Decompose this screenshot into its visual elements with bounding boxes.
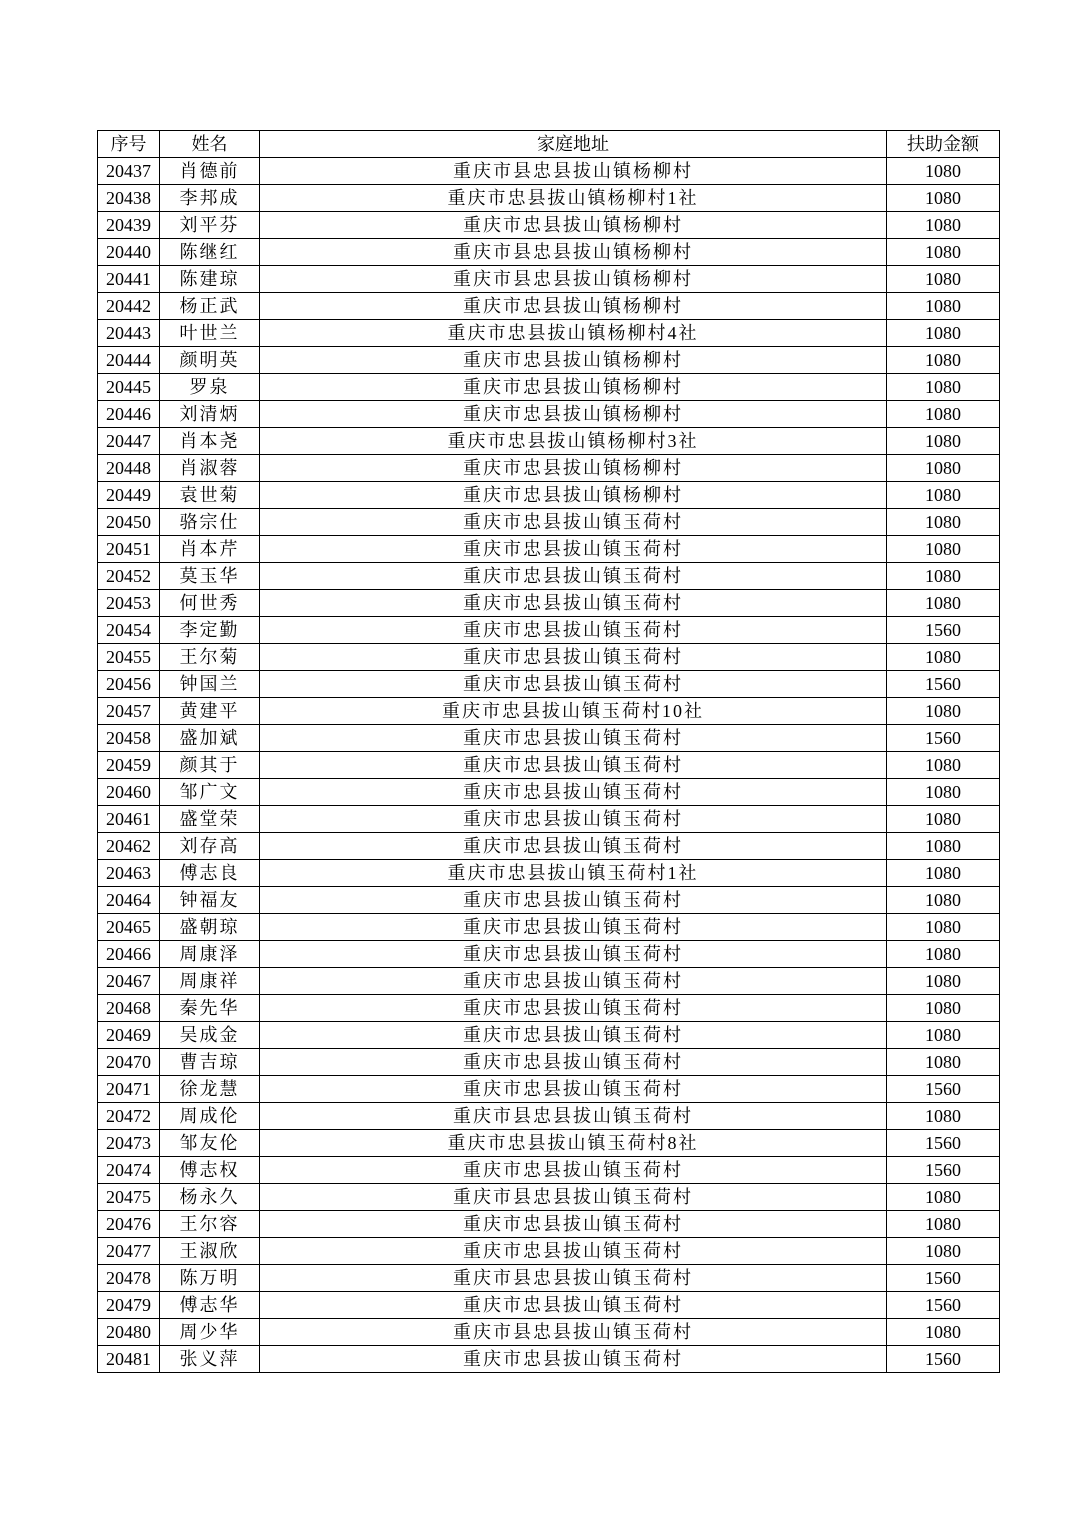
cell-address: 重庆市忠县拔山镇杨柳村 <box>260 212 887 239</box>
cell-name: 肖淑蓉 <box>160 455 260 482</box>
cell-seq: 20448 <box>98 455 160 482</box>
table-row <box>98 617 1000 644</box>
cell-address: 重庆市忠县拔山镇玉荷村 <box>260 1211 887 1238</box>
cell-seq: 20458 <box>98 725 160 752</box>
cell-amount: 1080 <box>887 1319 1000 1346</box>
cell-amount: 1560 <box>887 1076 1000 1103</box>
table-row <box>98 725 1000 752</box>
cell-address: 重庆市县忠县拔山镇玉荷村 <box>260 1184 887 1211</box>
cell-address: 重庆市忠县拔山镇玉荷村 <box>260 806 887 833</box>
cell-amount: 1080 <box>887 239 1000 266</box>
cell-seq: 20445 <box>98 374 160 401</box>
cell-seq: 20457 <box>98 698 160 725</box>
table-row <box>98 806 1000 833</box>
cell-amount: 1080 <box>887 1022 1000 1049</box>
cell-amount: 1560 <box>887 1265 1000 1292</box>
header-name: 姓名 <box>160 131 260 158</box>
cell-address: 重庆市忠县拔山镇杨柳村3社 <box>260 428 887 455</box>
cell-name: 杨正武 <box>160 293 260 320</box>
table-row <box>98 995 1000 1022</box>
cell-amount: 1080 <box>887 455 1000 482</box>
cell-seq: 20468 <box>98 995 160 1022</box>
cell-amount: 1080 <box>887 320 1000 347</box>
header-address: 家庭地址 <box>260 131 887 158</box>
table-row <box>98 536 1000 563</box>
table-row <box>98 293 1000 320</box>
cell-amount: 1080 <box>887 185 1000 212</box>
cell-address: 重庆市忠县拔山镇杨柳村 <box>260 293 887 320</box>
table-row <box>98 1265 1000 1292</box>
cell-amount: 1080 <box>887 1049 1000 1076</box>
cell-address: 重庆市忠县拔山镇玉荷村 <box>260 617 887 644</box>
cell-address: 重庆市忠县拔山镇玉荷村 <box>260 1157 887 1184</box>
cell-seq: 20476 <box>98 1211 160 1238</box>
cell-amount: 1560 <box>887 725 1000 752</box>
cell-seq: 20475 <box>98 1184 160 1211</box>
cell-address: 重庆市忠县拔山镇杨柳村1社 <box>260 185 887 212</box>
cell-seq: 20464 <box>98 887 160 914</box>
cell-amount: 1080 <box>887 995 1000 1022</box>
cell-address: 重庆市县忠县拔山镇杨柳村 <box>260 158 887 185</box>
cell-seq: 20460 <box>98 779 160 806</box>
cell-amount: 1080 <box>887 401 1000 428</box>
cell-seq: 20455 <box>98 644 160 671</box>
cell-seq: 20473 <box>98 1130 160 1157</box>
cell-address: 重庆市忠县拔山镇玉荷村 <box>260 941 887 968</box>
cell-amount: 1080 <box>887 482 1000 509</box>
cell-name: 陈继红 <box>160 239 260 266</box>
cell-name: 傅志权 <box>160 1157 260 1184</box>
cell-name: 盛加斌 <box>160 725 260 752</box>
cell-name: 陈万明 <box>160 1265 260 1292</box>
table-body <box>98 158 1000 1373</box>
cell-name: 周康祥 <box>160 968 260 995</box>
cell-name: 何世秀 <box>160 590 260 617</box>
table-row <box>98 1238 1000 1265</box>
table-header <box>98 131 1000 158</box>
cell-seq: 20454 <box>98 617 160 644</box>
cell-name: 叶世兰 <box>160 320 260 347</box>
cell-address: 重庆市忠县拔山镇玉荷村 <box>260 1292 887 1319</box>
cell-name: 刘平芬 <box>160 212 260 239</box>
cell-seq: 20452 <box>98 563 160 590</box>
table-row <box>98 1211 1000 1238</box>
cell-address: 重庆市忠县拔山镇玉荷村 <box>260 1022 887 1049</box>
cell-seq: 20442 <box>98 293 160 320</box>
cell-amount: 1080 <box>887 509 1000 536</box>
cell-seq: 20447 <box>98 428 160 455</box>
cell-seq: 20461 <box>98 806 160 833</box>
table-row <box>98 1022 1000 1049</box>
cell-seq: 20441 <box>98 266 160 293</box>
cell-amount: 1080 <box>887 158 1000 185</box>
cell-seq: 20443 <box>98 320 160 347</box>
cell-seq: 20477 <box>98 1238 160 1265</box>
cell-name: 袁世菊 <box>160 482 260 509</box>
table-row <box>98 1130 1000 1157</box>
cell-amount: 1080 <box>887 1103 1000 1130</box>
table-row <box>98 1292 1000 1319</box>
cell-address: 重庆市忠县拔山镇杨柳村 <box>260 455 887 482</box>
cell-amount: 1080 <box>887 563 1000 590</box>
cell-address: 重庆市忠县拔山镇玉荷村 <box>260 833 887 860</box>
table-row <box>98 1184 1000 1211</box>
cell-address: 重庆市县忠县拔山镇杨柳村 <box>260 239 887 266</box>
cell-address: 重庆市县忠县拔山镇杨柳村 <box>260 266 887 293</box>
cell-address: 重庆市忠县拔山镇杨柳村 <box>260 374 887 401</box>
table-row <box>98 752 1000 779</box>
cell-amount: 1080 <box>887 887 1000 914</box>
cell-name: 颜其于 <box>160 752 260 779</box>
table-row <box>98 1103 1000 1130</box>
cell-amount: 1080 <box>887 860 1000 887</box>
cell-amount: 1080 <box>887 212 1000 239</box>
cell-name: 肖德前 <box>160 158 260 185</box>
table-row <box>98 698 1000 725</box>
cell-seq: 20453 <box>98 590 160 617</box>
cell-name: 盛堂荣 <box>160 806 260 833</box>
cell-seq: 20478 <box>98 1265 160 1292</box>
cell-amount: 1080 <box>887 347 1000 374</box>
cell-seq: 20446 <box>98 401 160 428</box>
cell-address: 重庆市忠县拔山镇玉荷村 <box>260 563 887 590</box>
table-row <box>98 914 1000 941</box>
cell-amount: 1080 <box>887 536 1000 563</box>
cell-amount: 1560 <box>887 1346 1000 1373</box>
table-row <box>98 941 1000 968</box>
cell-address: 重庆市忠县拔山镇玉荷村10社 <box>260 698 887 725</box>
table-row <box>98 1049 1000 1076</box>
table-row <box>98 968 1000 995</box>
cell-seq: 20465 <box>98 914 160 941</box>
cell-name: 钟福友 <box>160 887 260 914</box>
table-row <box>98 482 1000 509</box>
cell-seq: 20449 <box>98 482 160 509</box>
cell-address: 重庆市忠县拔山镇玉荷村 <box>260 1346 887 1373</box>
table-row <box>98 1346 1000 1373</box>
cell-name: 陈建琼 <box>160 266 260 293</box>
cell-seq: 20469 <box>98 1022 160 1049</box>
cell-name: 盛朝琼 <box>160 914 260 941</box>
cell-address: 重庆市忠县拔山镇玉荷村 <box>260 644 887 671</box>
cell-amount: 1080 <box>887 590 1000 617</box>
table-row <box>98 590 1000 617</box>
cell-name: 颜明英 <box>160 347 260 374</box>
table-row <box>98 401 1000 428</box>
cell-amount: 1080 <box>887 941 1000 968</box>
table-row <box>98 860 1000 887</box>
cell-name: 肖本尧 <box>160 428 260 455</box>
cell-address: 重庆市忠县拔山镇玉荷村 <box>260 914 887 941</box>
table-row <box>98 1076 1000 1103</box>
cell-name: 李邦成 <box>160 185 260 212</box>
cell-seq: 20459 <box>98 752 160 779</box>
cell-address: 重庆市忠县拔山镇玉荷村 <box>260 725 887 752</box>
cell-name: 王淑欣 <box>160 1238 260 1265</box>
table-row <box>98 1319 1000 1346</box>
cell-seq: 20470 <box>98 1049 160 1076</box>
cell-address: 重庆市忠县拔山镇玉荷村 <box>260 1076 887 1103</box>
cell-address: 重庆市忠县拔山镇玉荷村 <box>260 509 887 536</box>
cell-name: 张义萍 <box>160 1346 260 1373</box>
cell-amount: 1080 <box>887 698 1000 725</box>
header-seq: 序号 <box>98 131 160 158</box>
table-row <box>98 428 1000 455</box>
cell-address: 重庆市忠县拔山镇玉荷村 <box>260 671 887 698</box>
cell-address: 重庆市县忠县拔山镇玉荷村 <box>260 1319 887 1346</box>
cell-seq: 20472 <box>98 1103 160 1130</box>
cell-seq: 20462 <box>98 833 160 860</box>
cell-name: 黄建平 <box>160 698 260 725</box>
cell-seq: 20466 <box>98 941 160 968</box>
cell-seq: 20474 <box>98 1157 160 1184</box>
cell-address: 重庆市忠县拔山镇玉荷村 <box>260 995 887 1022</box>
table-row <box>98 239 1000 266</box>
cell-address: 重庆市忠县拔山镇玉荷村 <box>260 779 887 806</box>
cell-name: 周成伦 <box>160 1103 260 1130</box>
cell-seq: 20467 <box>98 968 160 995</box>
cell-amount: 1080 <box>887 806 1000 833</box>
cell-seq: 20444 <box>98 347 160 374</box>
table-row <box>98 671 1000 698</box>
table-row <box>98 563 1000 590</box>
cell-address: 重庆市忠县拔山镇玉荷村 <box>260 1049 887 1076</box>
cell-seq: 20456 <box>98 671 160 698</box>
cell-address: 重庆市忠县拔山镇玉荷村 <box>260 887 887 914</box>
cell-name: 骆宗仕 <box>160 509 260 536</box>
cell-address: 重庆市县忠县拔山镇玉荷村 <box>260 1103 887 1130</box>
header-row <box>98 131 1000 158</box>
cell-name: 王尔菊 <box>160 644 260 671</box>
table-row <box>98 158 1000 185</box>
cell-address: 重庆市忠县拔山镇玉荷村 <box>260 590 887 617</box>
cell-amount: 1080 <box>887 428 1000 455</box>
cell-seq: 20481 <box>98 1346 160 1373</box>
table-row <box>98 644 1000 671</box>
cell-amount: 1080 <box>887 293 1000 320</box>
cell-address: 重庆市忠县拔山镇玉荷村 <box>260 1238 887 1265</box>
table-row <box>98 212 1000 239</box>
cell-address: 重庆市忠县拔山镇杨柳村 <box>260 401 887 428</box>
cell-seq: 20439 <box>98 212 160 239</box>
cell-address: 重庆市县忠县拔山镇玉荷村 <box>260 1265 887 1292</box>
cell-address: 重庆市忠县拔山镇玉荷村1社 <box>260 860 887 887</box>
cell-seq: 20437 <box>98 158 160 185</box>
cell-amount: 1560 <box>887 1130 1000 1157</box>
cell-amount: 1560 <box>887 617 1000 644</box>
cell-name: 刘存高 <box>160 833 260 860</box>
cell-amount: 1080 <box>887 1184 1000 1211</box>
cell-amount: 1080 <box>887 1238 1000 1265</box>
cell-address: 重庆市忠县拔山镇杨柳村 <box>260 347 887 374</box>
cell-name: 王尔容 <box>160 1211 260 1238</box>
cell-name: 秦先华 <box>160 995 260 1022</box>
table-row <box>98 185 1000 212</box>
cell-name: 邹广文 <box>160 779 260 806</box>
cell-amount: 1080 <box>887 833 1000 860</box>
cell-name: 曹吉琼 <box>160 1049 260 1076</box>
cell-amount: 1080 <box>887 1211 1000 1238</box>
cell-address: 重庆市忠县拔山镇玉荷村 <box>260 968 887 995</box>
cell-name: 周少华 <box>160 1319 260 1346</box>
cell-name: 钟国兰 <box>160 671 260 698</box>
cell-seq: 20479 <box>98 1292 160 1319</box>
cell-name: 傅志华 <box>160 1292 260 1319</box>
cell-seq: 20440 <box>98 239 160 266</box>
header-amount: 扶助金额 <box>887 131 1000 158</box>
cell-amount: 1560 <box>887 1292 1000 1319</box>
cell-name: 罗泉 <box>160 374 260 401</box>
cell-address: 重庆市忠县拔山镇杨柳村 <box>260 482 887 509</box>
cell-name: 周康泽 <box>160 941 260 968</box>
table-row <box>98 887 1000 914</box>
cell-address: 重庆市忠县拔山镇杨柳村4社 <box>260 320 887 347</box>
table-row <box>98 347 1000 374</box>
cell-amount: 1080 <box>887 779 1000 806</box>
cell-seq: 20438 <box>98 185 160 212</box>
cell-amount: 1560 <box>887 1157 1000 1184</box>
cell-address: 重庆市忠县拔山镇玉荷村 <box>260 536 887 563</box>
cell-name: 傅志良 <box>160 860 260 887</box>
cell-name: 肖本芹 <box>160 536 260 563</box>
cell-address: 重庆市忠县拔山镇玉荷村8社 <box>260 1130 887 1157</box>
cell-name: 吴成金 <box>160 1022 260 1049</box>
cell-name: 徐龙慧 <box>160 1076 260 1103</box>
table-row <box>98 455 1000 482</box>
cell-amount: 1080 <box>887 266 1000 293</box>
cell-seq: 20450 <box>98 509 160 536</box>
cell-name: 莫玉华 <box>160 563 260 590</box>
cell-name: 刘清炳 <box>160 401 260 428</box>
cell-seq: 20471 <box>98 1076 160 1103</box>
cell-amount: 1080 <box>887 914 1000 941</box>
cell-name: 邹友伦 <box>160 1130 260 1157</box>
cell-seq: 20463 <box>98 860 160 887</box>
cell-amount: 1080 <box>887 968 1000 995</box>
table-row <box>98 374 1000 401</box>
cell-amount: 1080 <box>887 752 1000 779</box>
cell-name: 杨永久 <box>160 1184 260 1211</box>
cell-name: 李定勤 <box>160 617 260 644</box>
cell-amount: 1080 <box>887 374 1000 401</box>
table-row <box>98 509 1000 536</box>
subsidy-table <box>97 130 1000 1373</box>
table-row <box>98 320 1000 347</box>
cell-address: 重庆市忠县拔山镇玉荷村 <box>260 752 887 779</box>
table-row <box>98 266 1000 293</box>
cell-seq: 20480 <box>98 1319 160 1346</box>
cell-amount: 1560 <box>887 671 1000 698</box>
cell-seq: 20451 <box>98 536 160 563</box>
cell-amount: 1080 <box>887 644 1000 671</box>
table-row <box>98 833 1000 860</box>
table-row <box>98 779 1000 806</box>
table-row <box>98 1157 1000 1184</box>
